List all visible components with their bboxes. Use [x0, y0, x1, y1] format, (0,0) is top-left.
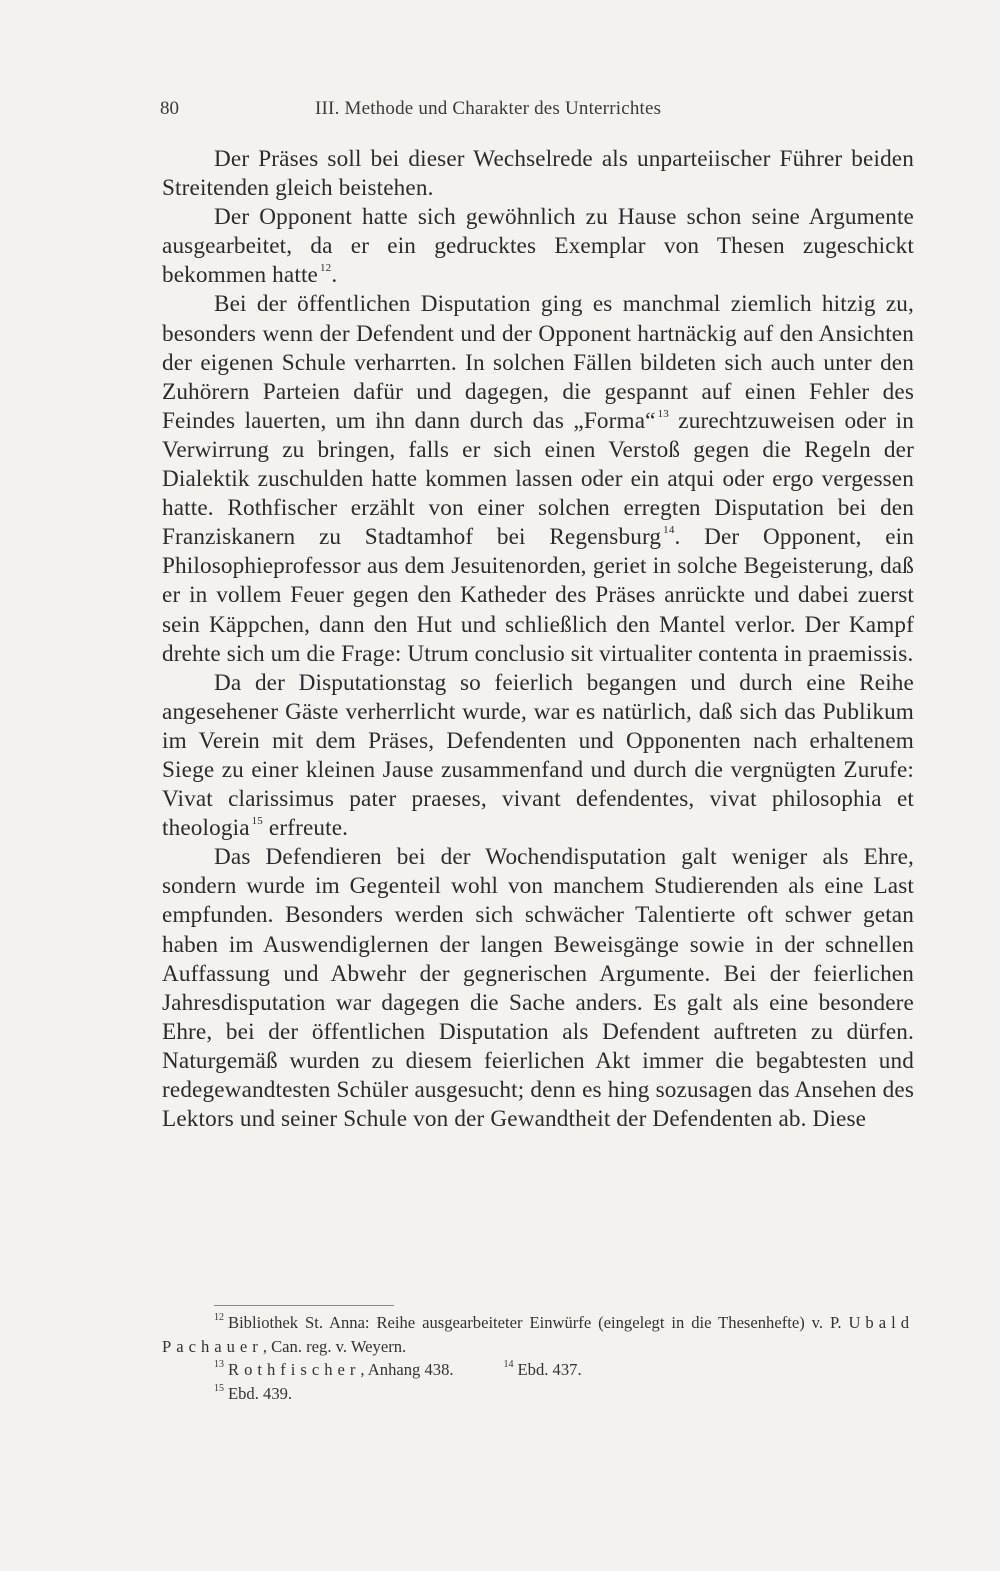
paragraph: Da der Disputationstag so feierlich begangen und durch eine Reihe angesehener Gäste verherrlicht wurde, war es natürlich, daß sich das Publikum im Verein mit dem Präses, Defendenten und Opponenten nach erhaltenem Siege zu einer kleinen Jause zusammenfand und durch die vergnügten Zurufe: Vivat clarissimus pater praeses, vivant defendentes, vivat philosophia et theologia $^{15}$ erfreute. — [162, 669, 914, 842]
running-header — [160, 98, 750, 128]
paragraph: Das Defendieren bei der Wochendisputation galt weniger als Ehre, sondern wurde im Gegenteil wohl von manchem Studierenden als eine Last empfunden. Besonders werden sich schwächer Talentierte oft schwer getan haben im Auswendiglernen der langen Beweisgänge sowie in der schnellen Auffassung und Abwehr der gegnerischen Argumente. Bei der feierlichen Jahresdisputation war dagegen die Sache anders. Es galt als eine besondere Ehre, bei der öffentlichen Disputation als Defendent auftreten zu dürfen. Naturgemäß wurden zu diesem feierlichen Akt immer die begabtesten und redegewandtesten Schüler ausgesucht; denn es hing sozusagen das Ansehen des Lektors und seiner Schule von der Gewandtheit der Defendenten ab. Diese — [162, 844, 914, 1133]
footnote-13-14: $^{13}$ Rothfischer, Anhang 438. $^{14}$ Ebd. 437. — [214, 1359, 582, 1379]
running-title: III. Methode und Charakter des Unterrichtes — [315, 98, 662, 119]
paragraph: Der Präses soll bei dieser Wechselrede als unparteiischer Führer beiden Streitenden gleich beistehen. — [162, 146, 914, 202]
page-number: 80 — [160, 98, 179, 119]
footnote-12: $^{12}$ Bibliothek St. Anna: Reihe ausgearbeiteter Einwürfe (eingelegt in die Thesenhefte) v. P. Ubald Pachauer, Can. reg. v. Weyern. — [162, 1312, 914, 1356]
footnote-15: $^{15}$ Ebd. 439. — [214, 1382, 293, 1403]
footnote-ref: 15 — [251, 815, 263, 828]
footnote-ref: 12 — [320, 262, 332, 275]
paragraph: Der Opponent hatte sich gewöhnlich zu Hause schon seine Argumente ausgearbeitet, da er ein gedrucktes Exemplar von Thesen zugeschickt bekommen hatte $^{12}$. — [162, 204, 914, 289]
footnotes — [162, 1311, 914, 1405]
footnote-ref: 13 — [657, 407, 669, 420]
main-text — [162, 145, 914, 1134]
footnote-ref: 14 — [663, 524, 675, 537]
paragraph: Bei der öffentlichen Disputation ging es manchmal ziemlich hitzig zu, besonders wenn der Defendent und der Opponent hartnäckig auf den Ansichten der eigenen Schule verharrten. In solchen Fällen bildeten sich auch unter den Zuhörern Parteien dafür und dagegen, die gespannt auf einen Fehler des Feindes lauerten, um ihn dann durch das „Forma“ $^{13}$ zurechtzuweisen oder in Verwirrung zu bringen, falls er sich einen Verstoß gegen die Regeln der Dialektik zuschulden hatte kommen lassen oder ein atqui oder ergo vergessen hatte. Rothfischer erzählt von einer solchen erregten Disputation bei den Franziskanern zu Stadtamhof bei Regensburg $^{14}$. Der Opponent, ein Philosophieprofessor aus dem Jesuitenorden, geriet in solche Begeisterung, daß er in vollem Feuer gegen den Katheder des Präses anrückte und dabei zuerst sein Käppchen, dann den Hut und schließlich den Mantel verlor. Der Kampf drehte sich um die Frage: Utrum conclusio sit virtualiter contenta in praemissis. — [162, 291, 915, 667]
footnote-divider — [214, 1305, 394, 1306]
